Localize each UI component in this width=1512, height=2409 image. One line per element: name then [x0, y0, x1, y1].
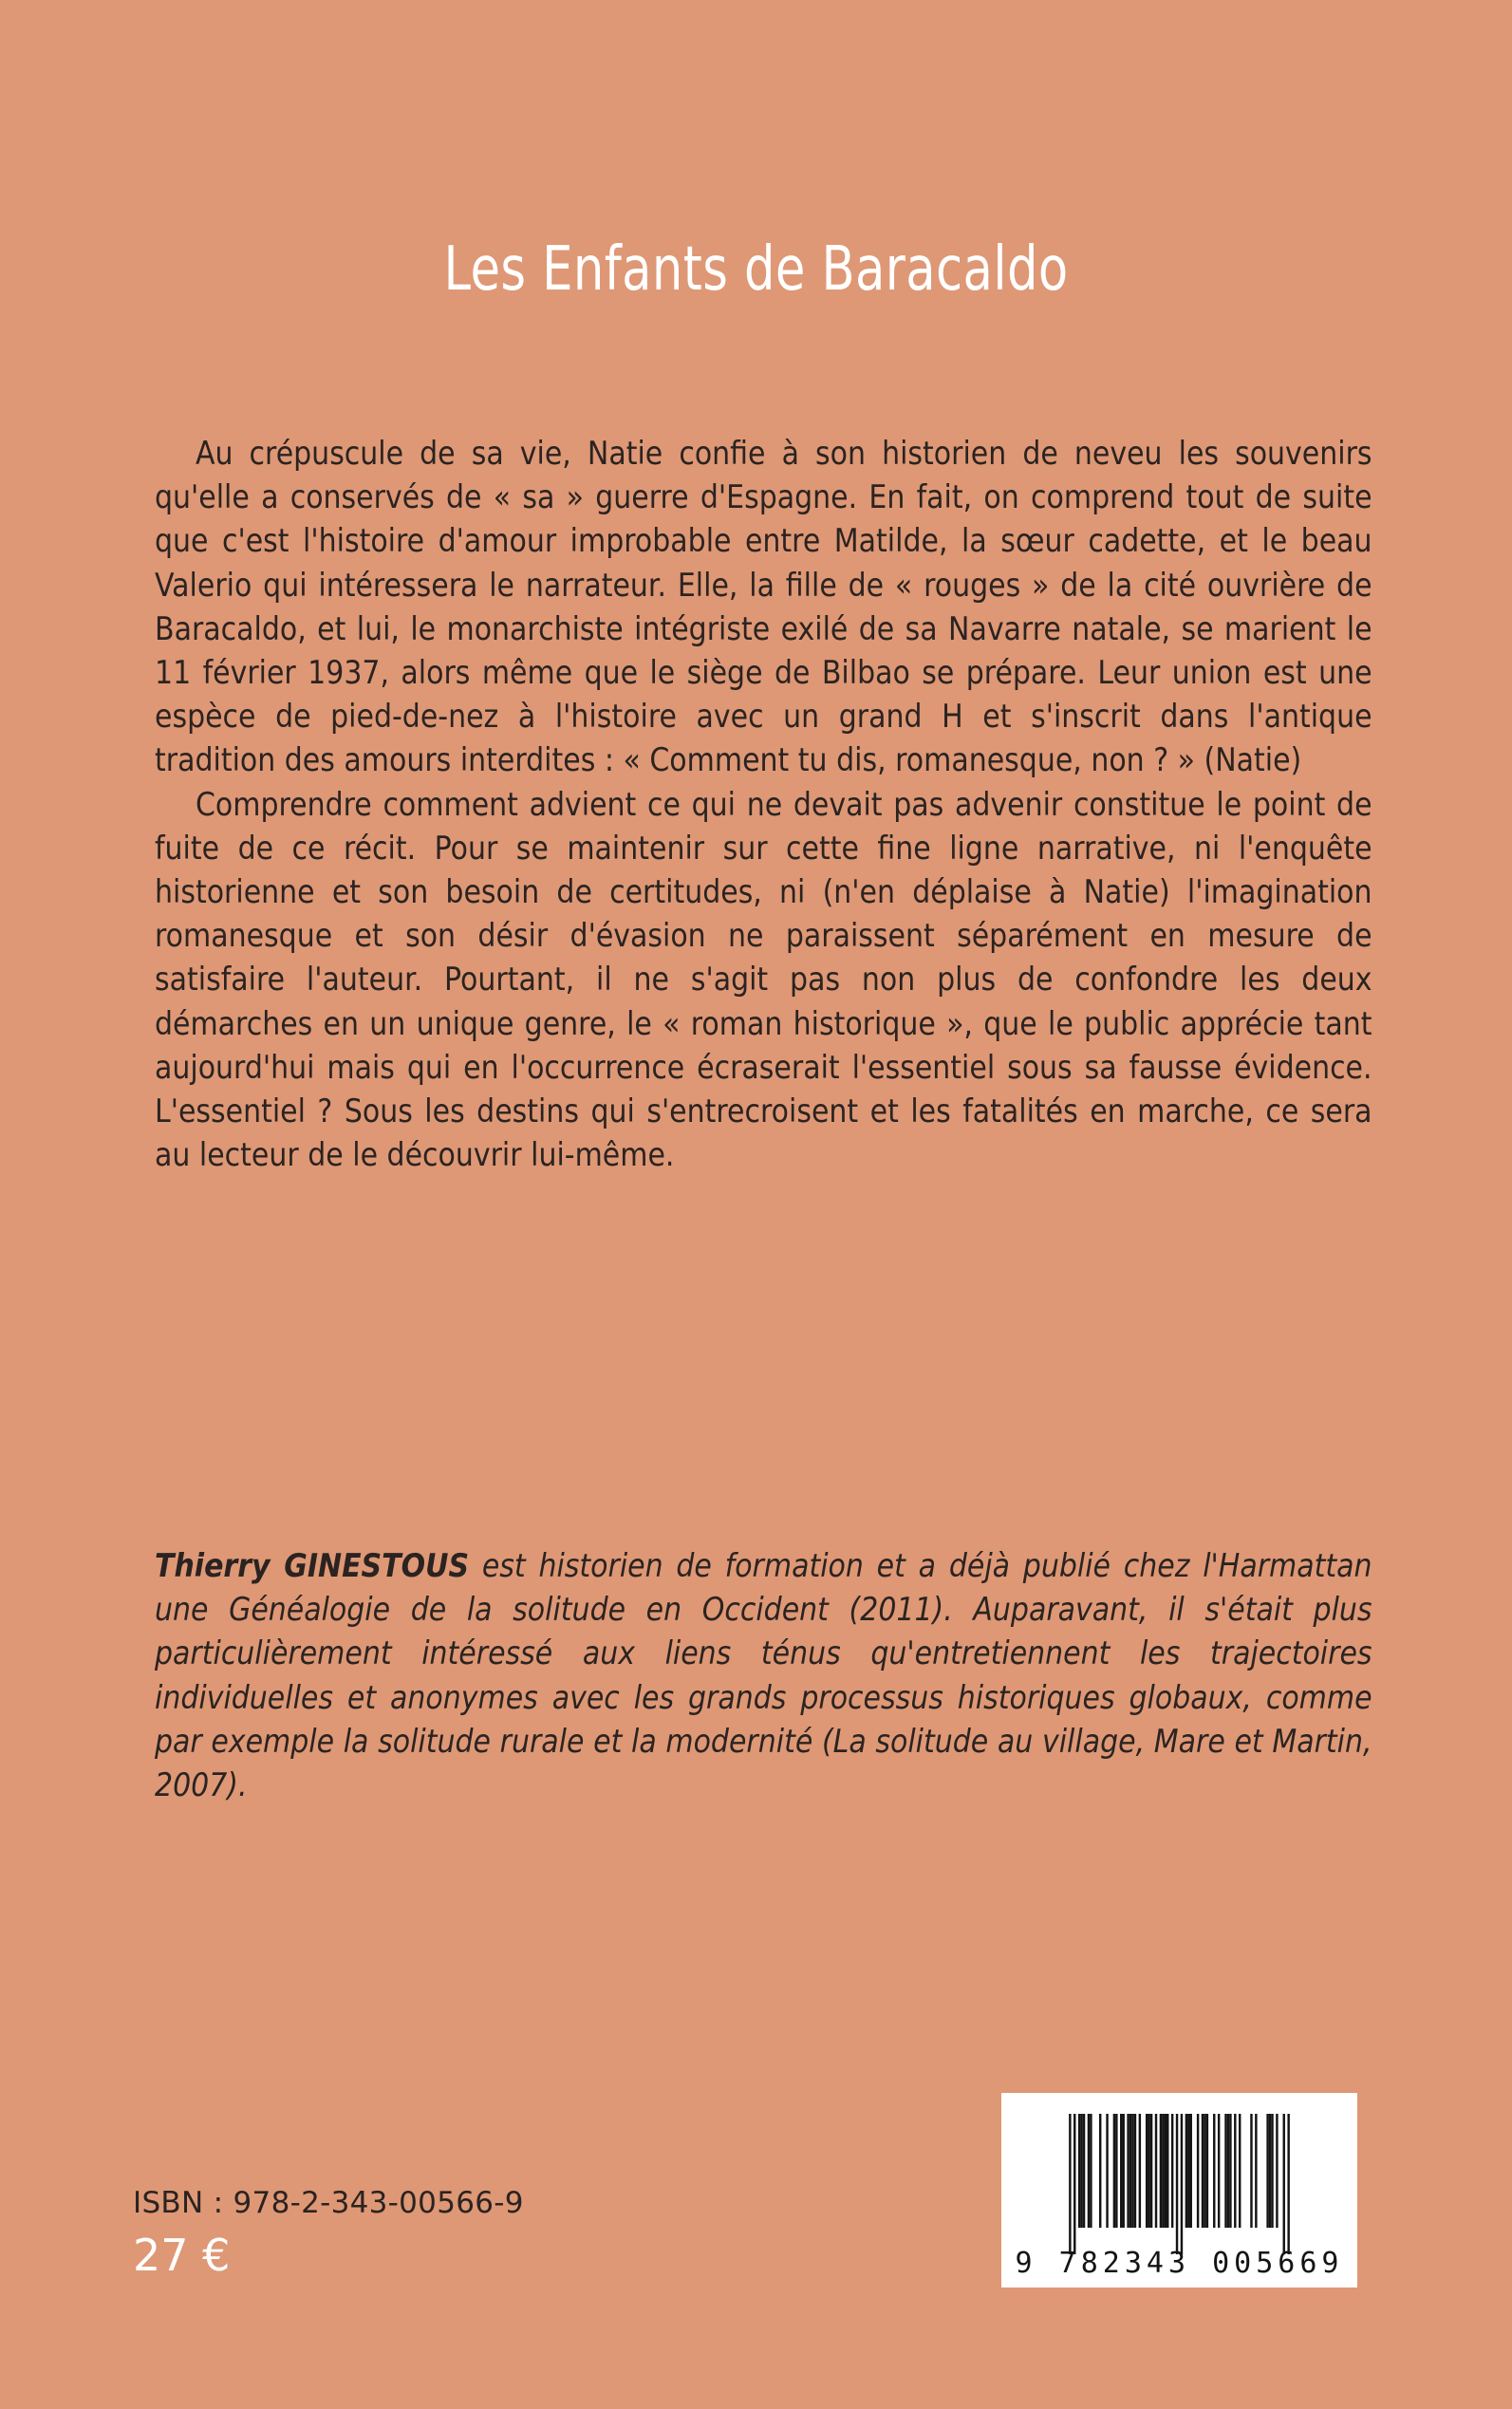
barcode: [1001, 2093, 1357, 2288]
barcode-digits: 9 782343 005669: [1015, 2247, 1344, 2280]
author-bio-text: est historien de formation et a déjà publié chez l'Harmattan une Généalogie de la solitude en Occident (2011). Auparavant, il s'était plus particulièrement intéressé aux liens ténus qu'entretiennent les trajectoires individuelles et anonymes avec les grands processus historiques globaux, comme par exemple la solitude rurale et la modernité (La solitude au village, Mare et Martin, 2007).: [155, 1547, 1372, 1804]
isbn-label: ISBN : 978-2-343-00566-9: [133, 2186, 524, 2220]
price-label: 27 €: [133, 2230, 231, 2281]
author-bio-block: [155, 1544, 1372, 1807]
book-title: Les Enfants de Baracaldo: [443, 233, 1069, 305]
author-bio-paragraph: [155, 1544, 1372, 1807]
blurb-paragraph-2: Comprendre comment advient ce qui ne devait pas advenir constitue le point de fuite de ce récit. Pour se maintenir sur cette fine ligne narrative, ni l'enquête historienne et son besoin de certitudes, ni (n'en déplaise à Natie) l'imagination romanesque et son désir d'évasion ne paraissent séparément en mesure de satisfaire l'auteur. Pourtant, il ne s'agit pas non plus de confondre les deux démarches en un unique genre, le « roman historique », que le public apprécie tant aujourd'hui mais qui en l'occurrence écraserait l'essentiel sous sa fausse évidence. L'essentiel ? Sous les destins qui s'entrecroisent et les fatalités en marche, ce sera au lecteur de le découvrir lui-même.: [155, 785, 1372, 1174]
author-name: Thierry GINESTOUS: [155, 1547, 470, 1584]
blurb-paragraph-1: Au crépuscule de sa vie, Natie confie à son historien de neveu les souvenirs qu'elle a conservés de « sa » guerre d'Espagne. En fait, on comprend tout de suite que c'est l'histoire d'amour improbable entre Matilde, la sœur cadette, et le beau Valerio qui intéressera le narrateur. Elle, la fille de « rouges » de la cité ouvrière de Baracaldo, et lui, le monarchiste intégriste exilé de sa Navarre natale, se marient le 11 février 1937, alors même que le siège de Bilbao se prépare. Leur union est une espèce de pied-de-nez à l'histoire avec un grand H et s'inscrit dans l'antique tradition des amours interdites : « Comment tu dis, romanesque, non ? » (Natie): [155, 435, 1372, 779]
blurb-text-block: [155, 432, 1372, 1177]
